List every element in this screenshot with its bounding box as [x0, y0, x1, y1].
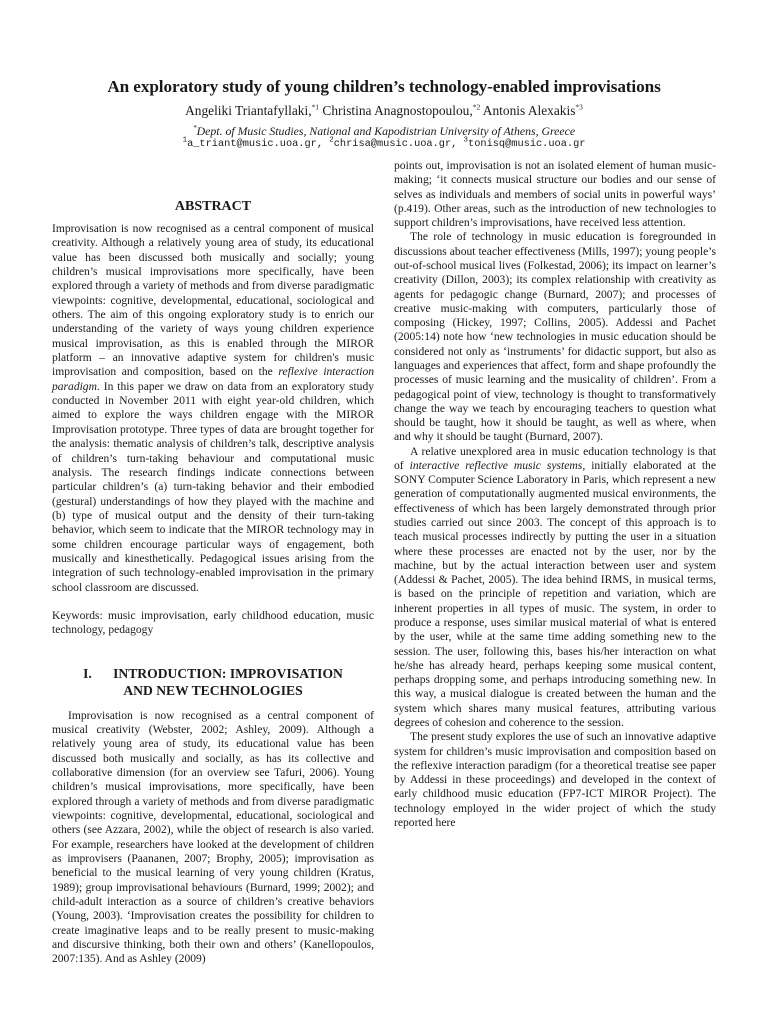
author-mark: *1 — [311, 102, 320, 112]
author-name: Christina Anagnostopoulou, — [322, 103, 473, 118]
paragraph: points out, improvisation is not an isolated element of human music-making; ‘it connects musical structure our bodies and our sense of selves as individuals and members of social units in powerful ways’ (p.419). Other areas, such as the introduction of new technologies to support children’s improvisations, have received less attention. — [394, 159, 716, 230]
email-mark: 1 — [182, 136, 188, 145]
paragraph — [394, 445, 716, 731]
paper-header — [40, 76, 728, 151]
affiliation — [40, 124, 728, 138]
abstract-text: . In this paper we draw on data from an exploratory study conducted in November 2011 with eight year-old children, which aimed to explore the ways children engage with the MIROR Improvisation prototype. Three types of data are brought together for the analysis: thematic analysis of children’s talk, descriptive analysis of children’s turn-taking behaviour and computational music analysis. The research findings indicate connections between particular children’s (a) turn-taking behavior and their embodied (gestural) understandings of how they played with the machine and (b) type of musical output and the density of their turn-taking behavior, which seem to indicate that the MIROR technology may in some children encourage particular ways of engagement, both musically and kinesthetically. Pedagogical issues arising from the integration of such technology-enabled improvisation in the primary school classroom are discussed. — [52, 380, 374, 594]
email-mark: 3 — [463, 136, 469, 145]
paragraph: The present study explores the use of such an innovative adaptive system for children’s music improvisation and composition based on the reflexive interaction paradigm (for a theoretical treatise see paper by Addessi in these proceedings) and developed in the context of early childhood music education (FP7-ICT MIROR Project). The technology employed in the wider project of which the study reported here — [394, 730, 716, 829]
author-mark: *3 — [575, 102, 583, 112]
keywords: Keywords: music improvisation, early childhood education, music technology, pedagogy — [52, 609, 374, 637]
affiliation-mark: * — [192, 123, 197, 133]
author-list — [40, 102, 728, 120]
paragraph-text: , initially elaborated at the SONY Computer Science Laboratory in Paris, which represent a new generation of computationally augmented musical environments, the effectiveness of which has been largely demonstrated through prior studies carried out since 2003. The concept of this approach is to teach musical processes indirectly by putting the user in a situation where these processes are enacted not by the user, nor by the machine, but by the actual interaction between user and system (Addessi & Pachet, 2005). The idea behind IRMS, in musical terms, is based on the principle of repetition and variation, which are inherent properties in all types of music. The system, in order to produce a response, uses similar musical material of what is entered by the user, while at the same time adding something new to the session. The user, following this, bases his/her interaction on what he/she has already heard, perhaps keeping some musical content, perhaps dropping some, and perhaps introducing something new. In this way, a musical dialogue is created between the human and the system which shares many musical features, attributing various degrees of cohesion and coherence to the session. — [394, 458, 716, 729]
email-mark: 2 — [329, 136, 334, 145]
author-name: Antonis Alexakis — [482, 103, 576, 118]
paragraph-text: A relative unexplored area in music education technology is that of — [394, 444, 716, 472]
paragraph-emphasis: interactive reflective music systems — [409, 458, 583, 472]
left-column — [52, 158, 374, 967]
abstract-emphasis: reflexive interaction paradigm — [52, 366, 375, 393]
section-body — [52, 709, 374, 967]
section-title-line2: AND NEW TECHNOLOGIES — [123, 682, 303, 698]
email-link[interactable]: tonisq@music.uoa.gr — [468, 138, 586, 150]
paper-title: An exploratory study of young children’s technology-enabled improvisations — [107, 77, 661, 96]
section-heading — [52, 665, 374, 699]
section-number: I. — [83, 665, 92, 681]
section-title-line1: INTRODUCTION: IMPROVISATION — [113, 665, 343, 681]
author-name: Angeliki Triantafyllaki, — [185, 103, 312, 118]
email-link[interactable]: chrisa@music.uoa.gr, — [333, 138, 458, 150]
paragraph: Improvisation is now recognised as a central component of musical creativity (Webster, 2002; Ashley, 2009). Although a relatively young area of study, its educational value has been discussed both musically and socially, as has its collective and collaborative dimension (for an overview see Tafuri, 2006). Young children’s musical improvisations, more specifically, have been explored through a variety of methods and from diverse paradigmatic viewpoints: cognitive, developmental, educational, sociological and others (see Azzara, 2002), while the object of research is also varied. For example, researchers have looked at the development of children as improvisers (Paananen, 2007; Brophy, 2005); improvisation as beneficial to the musical learning of very young children (Kratus, 1989); group improvisational behaviours (Burnard, 1999; 2002); and child-adult interaction as a source of children’s creative behaviors (Young, 2003). ‘Improvisation creates the possibility for children to create imaginative leaps and to be really present to music-making and discursive thinking, both their own and others’ (Kanellopoulos, 2007:135). And as Ashley (2009) — [52, 709, 374, 966]
paragraph: The role of technology in music education is foregrounded in discussions about teacher effectiveness (Mills, 1997); young people’s out-of-school musical lives (Folkestad, 2006); its impact on learner’s creativity (Dillon, 2003); its complex relationship with creativity as agents for pedagogic change (Burnard, 2007); and processes of creative music-making with computers, particularly those of composing (Hickey, 1997; Collins, 2005). Addessi and Pachet (2005:14) note how ‘new technologies in music education should be considered not only as ‘instruments’ for didactic support, but also as languages and experiences that affect, form and shape profoundly the processes of music learning and the musicality of children’. From a pedagogical point of view, technology is thought to transformatively change the way we teach by encouraging teachers to question what should be taught, how it should be taught, as well as where, when and why it should be taught (Burnard, 2007). — [394, 230, 716, 444]
abstract-text: Improvisation is now recognised as a central component of musical creativity. Although a relatively young area of study, its educational value has been discussed both musically and socially; young children’s musical improvisations more specifically, have been explored through a variety of methods and from diverse paradigmatic viewpoints: cognitive, developmental, educational, sociological and others. The aim of this ongoing exploratory study is to enrich our understanding of the variety of ways young children experience musical improvisation, as this is enabled through the MIROR platform – an innovative adaptive system for children's music improvisation and composition, based on the — [52, 223, 374, 379]
abstract-heading: ABSTRACT — [174, 199, 252, 214]
affiliation-text: Dept. of Music Studies, National and Kapodistrian University of Athens, Greece — [196, 124, 576, 138]
right-column — [394, 159, 716, 830]
email-list — [40, 138, 728, 151]
abstract-body — [52, 222, 374, 595]
email-link[interactable]: a_triant@music.uoa.gr, — [187, 138, 324, 150]
author-mark: *2 — [472, 102, 481, 112]
